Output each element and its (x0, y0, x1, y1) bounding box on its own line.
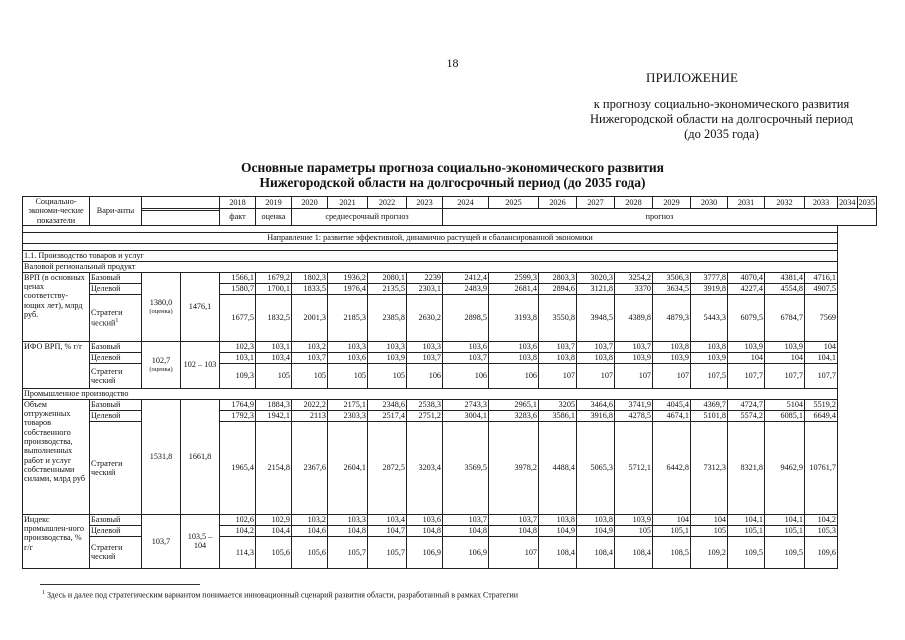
footnote-mark: 1 (42, 590, 45, 596)
value-cell: 106,9 (407, 536, 443, 568)
value-cell: 4716,1 (805, 272, 838, 283)
value-cell: 103,9 (368, 352, 407, 363)
value-cell: 3283,6 (489, 410, 539, 421)
value-cell: 1566,1 (220, 272, 256, 283)
value-cell: 103,2 (292, 341, 328, 352)
value-cell: 1965,4 (220, 421, 256, 514)
value-cell: 103,8 (539, 352, 577, 363)
blank-row-2 (23, 243, 877, 250)
header-year: 2033 (805, 197, 838, 209)
value-cell: 3916,8 (577, 410, 615, 421)
value-cell: 103,9 (765, 341, 805, 352)
value-cell: 4045,4 (653, 399, 691, 410)
value-cell: 107 (615, 363, 653, 388)
value-cell: 108,4 (539, 536, 577, 568)
value-cell: 103,3 (407, 341, 443, 352)
value-cell: 2599,3 (489, 272, 539, 283)
value-cell: 105,1 (728, 525, 765, 536)
value-cell: 5443,3 (691, 294, 728, 341)
value-cell: 108,5 (653, 536, 691, 568)
value-cell: 2303,3 (328, 410, 368, 421)
value-cell: 1580,7 (220, 283, 256, 294)
header-year: 2026 (539, 197, 577, 209)
header-year: 2021 (328, 197, 368, 209)
value-cell: 103,3 (328, 341, 368, 352)
value-cell: 109,2 (691, 536, 728, 568)
value-cell: 1802,3 (292, 272, 328, 283)
value-cell: 103,8 (653, 341, 691, 352)
header-year: 2019 (256, 197, 292, 209)
value-cell: 107,7 (728, 363, 765, 388)
variant-label (90, 363, 142, 388)
value-cell: 2385,8 (368, 294, 407, 341)
value-cell: 103,7 (443, 514, 489, 525)
page-number: 18 (446, 56, 459, 70)
value-cell: 2538,3 (407, 399, 443, 410)
value-cell: 4724,7 (728, 399, 765, 410)
value-cell: 2751,2 (407, 410, 443, 421)
variant-label (90, 421, 142, 514)
note-2018: (оценка) (149, 307, 173, 315)
value-cell: 7569 (805, 294, 838, 341)
value-cell: 3121,8 (577, 283, 615, 294)
variant-text: Стратеги ческий (91, 458, 123, 477)
value-cell: 107,7 (765, 363, 805, 388)
value-cell: 2239 (407, 272, 443, 283)
table-title (0, 160, 905, 190)
variant-text: Целевой (91, 526, 121, 536)
value-cell: 4227,4 (728, 283, 765, 294)
appendix-line-1: к прогнозу социально-экономического развития (593, 97, 850, 111)
header-year: 2025 (489, 197, 539, 209)
value-cell: 4369,7 (691, 399, 728, 410)
value-2018: 1531,8 (149, 452, 173, 462)
value-cell: 3254,2 (615, 272, 653, 283)
variant-label (90, 272, 142, 283)
value-cell: 3978,2 (489, 421, 539, 514)
note-2018: (оценка) (149, 365, 173, 373)
header-forecast: прогноз (443, 209, 877, 226)
variant-text: Стратеги ческий (91, 543, 123, 562)
value-cell: 103,7 (489, 514, 539, 525)
value-cell: 104,1 (805, 352, 838, 363)
value-cell: 4554,8 (765, 283, 805, 294)
value-cell: 2303,1 (407, 283, 443, 294)
value-cell: 104 (805, 341, 838, 352)
value-cell: 107 (539, 363, 577, 388)
value-cell: 6085,1 (765, 410, 805, 421)
value-cell: 103,7 (539, 341, 577, 352)
value-cell: 2185,3 (328, 294, 368, 341)
value-cell: 5519,2 (805, 399, 838, 410)
value-cell: 10761,7 (805, 421, 838, 514)
value-cell: 104,7 (368, 525, 407, 536)
value-cell: 3634,5 (653, 283, 691, 294)
value-cell: 3203,4 (407, 421, 443, 514)
value-cell: 102,9 (256, 514, 292, 525)
value-cell: 103,3 (368, 341, 407, 352)
value-cell: 109,3 (220, 363, 256, 388)
value-cell: 102,3 (220, 341, 256, 352)
value-cell: 4070,4 (728, 272, 765, 283)
industrial-2018 (142, 399, 181, 514)
grp-2018 (142, 272, 181, 341)
header-year: 2029 (653, 197, 691, 209)
value-cell: 105 (615, 525, 653, 536)
value-cell: 2001,3 (292, 294, 328, 341)
value-cell: 107,5 (691, 363, 728, 388)
value-cell: 106 (489, 363, 539, 388)
ifo_grp-label: ИФО ВРП, % г/г (23, 341, 90, 388)
variant-label (90, 294, 142, 341)
header-year: 2024 (443, 197, 489, 209)
value-cell: 6079,5 (728, 294, 765, 341)
ind_index-label: Индекс промышлен-ного производства, % г/г (23, 514, 90, 568)
value-cell: 104,6 (292, 525, 328, 536)
blank-row-2-cell (23, 243, 838, 250)
variant-label (90, 536, 142, 568)
value-cell: 103,8 (489, 352, 539, 363)
direction-row-cell: Направление 1: развитие эффективной, динамично растущей и сбалансированной экономики (23, 232, 838, 243)
value-cell: 103,1 (256, 341, 292, 352)
appendix-line-2: Нижегородской области на долгосрочный период (589, 112, 853, 126)
blank-row (23, 225, 877, 232)
variant-text: Стратеги ческий (91, 366, 123, 385)
value-cell: 3464,6 (577, 399, 615, 410)
value-cell: 2743,3 (443, 399, 489, 410)
variant-text: Базовый (91, 400, 121, 410)
value-cell: 104,9 (577, 525, 615, 536)
variant-text: Целевой (91, 284, 121, 294)
industrial-title-row-cell: Промышленное производство (23, 388, 838, 399)
value-cell: 5574,2 (728, 410, 765, 421)
value-cell: 2803,3 (539, 272, 577, 283)
variant-text: Базовый (91, 515, 121, 525)
section-row (23, 250, 877, 261)
value-cell: 114,3 (220, 536, 256, 568)
header-mid-term: среднесрочный прогноз (292, 209, 443, 226)
value-cell: 103,8 (691, 341, 728, 352)
grp-label: ВРП (в основных ценах соответству-ющих лет), млрд руб. (23, 272, 90, 341)
value-cell: 105 (256, 363, 292, 388)
table-title-line-1: Основные параметры прогноза социально-экономического развития (241, 160, 664, 175)
header-year: 2034 (839, 197, 856, 207)
header-row-years (23, 197, 877, 209)
value-cell: 102,6 (220, 514, 256, 525)
value-cell: 2022,2 (292, 399, 328, 410)
value-cell: 2898,5 (443, 294, 489, 341)
value-cell: 8321,8 (728, 421, 765, 514)
value-cell: 3370 (615, 283, 653, 294)
value-cell: 104,8 (443, 525, 489, 536)
value-cell: 104 (728, 352, 765, 363)
value-cell: 105,1 (653, 525, 691, 536)
value-cell: 105 (691, 525, 728, 536)
value-cell: 3004,1 (443, 410, 489, 421)
value-cell: 105,6 (256, 536, 292, 568)
value-cell: 3586,1 (539, 410, 577, 421)
value-cell: 107,7 (805, 363, 838, 388)
industrial-title-row (23, 388, 877, 399)
header-year: 2027 (577, 197, 615, 209)
value-cell: 1936,2 (328, 272, 368, 283)
footnote-text: Здесь и далее под стратегическим вариантом понимается инновационный сценарий развития области, разработанный в рамках Стратегии (47, 590, 519, 600)
value-cell: 2965,1 (489, 399, 539, 410)
value-cell: 4907,5 (805, 283, 838, 294)
value-cell: 108,4 (577, 536, 615, 568)
value-cell: 3948,5 (577, 294, 615, 341)
value-cell: 103,6 (407, 514, 443, 525)
value-cell: 103,8 (577, 352, 615, 363)
variant-text: Стратеги ческий (91, 307, 123, 328)
header-year: 2022 (368, 197, 407, 209)
value-cell: 105,6 (292, 536, 328, 568)
value-cell: 103,7 (292, 352, 328, 363)
value-cell: 103,4 (256, 352, 292, 363)
value-cell: 103,8 (539, 514, 577, 525)
value-cell: 103,9 (691, 352, 728, 363)
variant-text: Целевой (91, 353, 121, 363)
value-cell: 106 (407, 363, 443, 388)
value-cell: 104,2 (805, 514, 838, 525)
header-year: 2030 (691, 197, 728, 209)
value-cell: 105 (368, 363, 407, 388)
variant-label (90, 341, 142, 352)
table-container (22, 196, 877, 569)
variant-label (90, 514, 142, 525)
variant-label (90, 352, 142, 363)
header-indicator: Социально-экономи-ческие показатели (23, 197, 90, 226)
value-cell: 2517,4 (368, 410, 407, 421)
value-cell: 1833,5 (292, 283, 328, 294)
grp-title-row (23, 261, 877, 272)
value-cell: 1679,2 (256, 272, 292, 283)
value-cell: 103,9 (615, 514, 653, 525)
value-cell: 106,9 (443, 536, 489, 568)
value-cell: 105,7 (328, 536, 368, 568)
parameters-table (22, 196, 877, 569)
value-cell: 104 (653, 514, 691, 525)
value-cell: 109,5 (728, 536, 765, 568)
value-cell: 5104 (765, 399, 805, 410)
grp-2019: 1476,1 (181, 272, 220, 341)
table-title-line-2: Нижегородской области на долгосрочный период (до 2035 года) (259, 175, 646, 190)
footnote-ref: 1 (115, 318, 119, 325)
value-cell: 1764,9 (220, 399, 256, 410)
value-cell: 103,3 (328, 514, 368, 525)
value-cell: 4674,1 (653, 410, 691, 421)
appendix-title: ПРИЛОЖЕНИЕ (646, 70, 739, 85)
ind_index-2019: 103,5 – 104 (181, 514, 220, 568)
header-year: 2023 (407, 197, 443, 209)
variant-label (90, 410, 142, 421)
value-cell: 2135,5 (368, 283, 407, 294)
value-cell: 105,1 (765, 525, 805, 536)
value-cell: 5712,1 (615, 421, 653, 514)
header-spacer (142, 210, 220, 225)
variant-text: Целевой (91, 411, 121, 421)
ifo_grp-row (23, 341, 877, 352)
value-cell: 107 (577, 363, 615, 388)
value-cell: 105 (328, 363, 368, 388)
value-cell: 2630,2 (407, 294, 443, 341)
footnote-divider (40, 584, 200, 585)
header-fact: факт (220, 209, 256, 226)
industrial-row (23, 399, 877, 410)
value-cell: 104,8 (489, 525, 539, 536)
value-2018: 102,7 (151, 355, 171, 365)
value-cell: 5101,8 (691, 410, 728, 421)
value-cell: 3777,8 (691, 272, 728, 283)
value-cell: 103,7 (577, 341, 615, 352)
value-cell: 2681,4 (489, 283, 539, 294)
variant-label (90, 525, 142, 536)
ind_index-row (23, 514, 877, 525)
value-cell: 104,1 (728, 514, 765, 525)
value-cell: 4879,3 (653, 294, 691, 341)
header-year: 2020 (292, 197, 328, 209)
value-cell: 104,2 (220, 525, 256, 536)
value-cell: 103,2 (292, 514, 328, 525)
value-cell: 2872,5 (368, 421, 407, 514)
industrial-2019: 1661,8 (181, 399, 220, 514)
value-cell: 104,1 (765, 514, 805, 525)
value-cell: 107 (489, 536, 539, 568)
variant-label (90, 283, 142, 294)
value-cell: 1700,1 (256, 283, 292, 294)
header-year: 2028 (615, 197, 653, 209)
value-cell: 103,9 (728, 341, 765, 352)
value-2018: 1380,0 (149, 297, 173, 307)
value-cell: 104,8 (328, 525, 368, 536)
value-cell: 104,8 (407, 525, 443, 536)
value-cell: 3020,3 (577, 272, 615, 283)
value-cell: 3506,3 (653, 272, 691, 283)
value-2018: 103,7 (151, 536, 171, 546)
value-cell: 103,9 (615, 352, 653, 363)
value-cell: 6649,4 (805, 410, 838, 421)
value-cell: 106 (443, 363, 489, 388)
value-cell: 4381,4 (765, 272, 805, 283)
value-cell: 103,6 (443, 341, 489, 352)
value-cell: 2113 (292, 410, 328, 421)
header-year: 2035 (858, 197, 875, 207)
ifo_grp-2018 (142, 341, 181, 388)
value-cell: 3193,8 (489, 294, 539, 341)
value-cell: 1884,3 (256, 399, 292, 410)
value-cell: 6784,7 (765, 294, 805, 341)
value-cell: 1832,5 (256, 294, 292, 341)
value-cell: 3205 (539, 399, 577, 410)
value-cell: 103,9 (653, 352, 691, 363)
header-variants: Вари-анты (90, 197, 142, 226)
value-cell: 109,5 (765, 536, 805, 568)
value-cell: 1792,3 (220, 410, 256, 421)
value-cell: 103,8 (577, 514, 615, 525)
value-cell: 1942,1 (256, 410, 292, 421)
appendix-line-3: (до 2035 года) (684, 127, 759, 141)
value-cell: 108,4 (615, 536, 653, 568)
industrial-label: Объем отгруженных товаров собственного производства, выполненных работ и услуг собственными силами, млрд руб (23, 399, 90, 514)
value-cell: 4389,8 (615, 294, 653, 341)
grp-row (23, 272, 877, 283)
value-cell: 3569,5 (443, 421, 489, 514)
value-cell: 103,6 (489, 341, 539, 352)
value-cell: 2175,1 (328, 399, 368, 410)
value-cell: 2483,9 (443, 283, 489, 294)
value-cell: 1677,5 (220, 294, 256, 341)
value-cell: 2412,4 (443, 272, 489, 283)
footnote (42, 590, 518, 600)
blank-row-cell (23, 225, 838, 232)
value-cell: 2154,8 (256, 421, 292, 514)
value-cell: 105,3 (805, 525, 838, 536)
value-cell: 109,6 (805, 536, 838, 568)
value-cell: 104 (691, 514, 728, 525)
value-cell: 9462,9 (765, 421, 805, 514)
value-cell: 5065,3 (577, 421, 615, 514)
value-cell: 103,6 (328, 352, 368, 363)
value-cell: 4488,4 (539, 421, 577, 514)
grp-title-row-cell: Валовой региональный продукт (23, 261, 838, 272)
value-cell: 107 (653, 363, 691, 388)
value-cell: 6442,8 (653, 421, 691, 514)
header-year: 2032 (765, 197, 805, 209)
variant-text: Базовый (91, 273, 121, 283)
header-spacer (142, 197, 220, 209)
header-estimate: оценка (256, 209, 292, 226)
value-cell: 2894,6 (539, 283, 577, 294)
value-cell: 1976,4 (328, 283, 368, 294)
value-cell: 4278,5 (615, 410, 653, 421)
value-cell: 103,1 (220, 352, 256, 363)
value-cell: 104,4 (256, 525, 292, 536)
variant-label (90, 399, 142, 410)
value-cell: 2080,1 (368, 272, 407, 283)
value-cell: 3919,8 (691, 283, 728, 294)
value-cell: 2604,1 (328, 421, 368, 514)
ifo_grp-2019: 102 – 103 (181, 341, 220, 388)
value-cell: 2348,6 (368, 399, 407, 410)
value-cell: 104,9 (539, 525, 577, 536)
value-cell: 104 (765, 352, 805, 363)
direction-row (23, 232, 877, 243)
value-cell: 7312,3 (691, 421, 728, 514)
value-cell: 105 (292, 363, 328, 388)
value-cell: 105,7 (368, 536, 407, 568)
value-cell: 103,7 (407, 352, 443, 363)
value-cell: 2367,6 (292, 421, 328, 514)
section-row-cell: 1.1. Производство товаров и услуг (23, 250, 838, 261)
appendix-subtitle (590, 97, 853, 142)
header-year: 2018 (220, 197, 256, 209)
value-cell: 103,7 (443, 352, 489, 363)
value-cell: 103,4 (368, 514, 407, 525)
ind_index-2018 (142, 514, 181, 568)
value-cell: 3550,8 (539, 294, 577, 341)
value-cell: 3741,9 (615, 399, 653, 410)
header-year: 2031 (728, 197, 765, 209)
variant-text: Базовый (91, 342, 121, 352)
value-cell: 103,7 (615, 341, 653, 352)
